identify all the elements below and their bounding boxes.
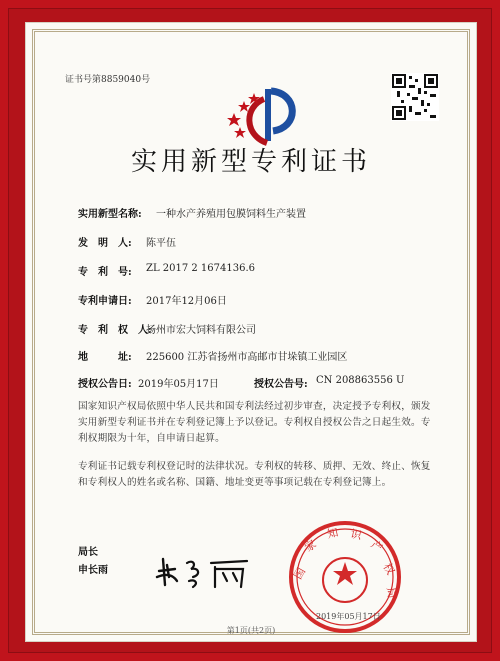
legal-paragraph-2: 专利证书记载专利权登记时的法律状况。专利权的转移、质押、无效、终止、恢复和专利权人的姓名或名称、国籍、地址变更等事项记载在专利登记簿上。 <box>78 461 431 488</box>
field-label-address: 地 址: <box>78 352 132 363</box>
svg-text:权: 权 <box>380 561 398 578</box>
grant-date-label: 授权公告日: <box>78 379 132 390</box>
field-value-inventor: 陈平伍 <box>146 238 176 249</box>
field-value-application-date: 2017年12月06日 <box>146 296 227 307</box>
grant-number-label: 授权公告号: <box>254 379 308 390</box>
certificate-title: 实用新型专利证书 <box>130 147 371 177</box>
field-label-patent-number: 专 利 号: <box>78 267 132 278</box>
certificate-paper <box>25 22 477 642</box>
signatory-name: 申长雨 <box>78 565 108 576</box>
field-value-patent-number: ZL 2017 2 1674136.6 <box>146 263 256 274</box>
signatory-title: 局长 <box>78 547 98 558</box>
svg-text:识: 识 <box>349 527 363 543</box>
legal-paragraph-1: 国家知识产权局依照中华人民共和国专利法经过初步审查，决定授予专利权，颁发实用新型专利证书并在专利登记簿上予以登记。专利权自授权公告之日起生效。专利权期限为十年，自申请日起算。 <box>78 401 431 444</box>
svg-text:国: 国 <box>291 565 309 582</box>
grant-date-value: 2019年05月17日 <box>138 379 219 390</box>
field-label-application-date: 专利申请日: <box>78 296 132 307</box>
svg-text:局: 局 <box>384 586 399 600</box>
handwritten-signature <box>153 551 253 593</box>
field-label-inventor: 发 明 人: <box>78 238 132 249</box>
svg-text:产: 产 <box>368 537 385 555</box>
qr-code-icon <box>391 73 439 121</box>
svg-text:知: 知 <box>325 525 340 541</box>
field-value-address: 225600 江苏省扬州市高邮市甘垛镇工业园区 <box>146 352 348 363</box>
certificate-number: 证书号第8859040号 <box>65 75 151 85</box>
grant-number-value: CN 208863556 U <box>316 375 405 386</box>
page-number: 第1页(共2页) <box>226 626 276 635</box>
svg-text:家: 家 <box>302 537 319 555</box>
field-value-utility-name: 一种水产养殖用包膜饲料生产装置 <box>156 209 306 220</box>
field-label-utility-name: 实用新型名称: <box>78 209 142 220</box>
field-label-patentee: 专 利 权 人: <box>78 325 152 336</box>
field-value-patentee: 扬州市宏大饲料有限公司 <box>146 325 256 336</box>
seal-date: 2019年05月17日 <box>316 612 381 621</box>
